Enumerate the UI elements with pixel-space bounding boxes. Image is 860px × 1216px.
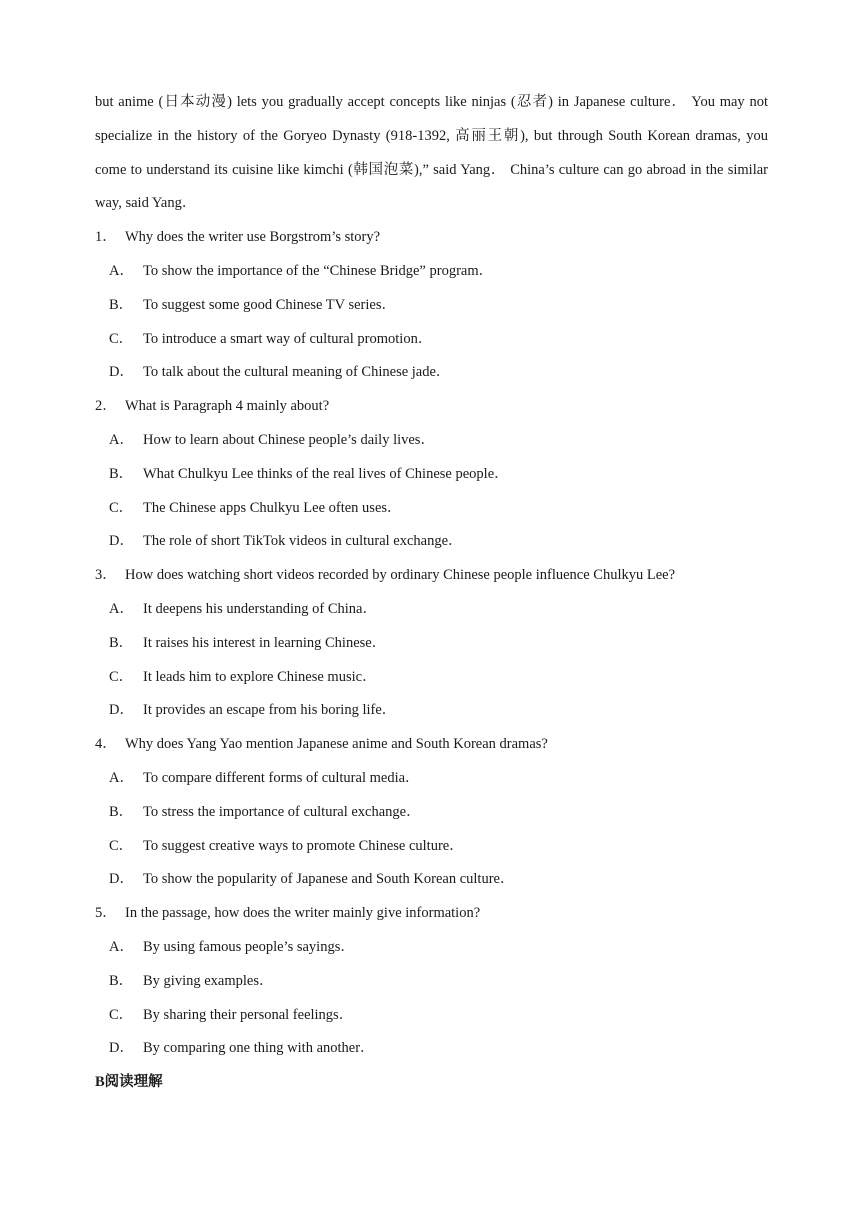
option-text: To compare different forms of cultural media． — [143, 769, 420, 786]
option-text: To introduce a smart way of cultural promotion． — [143, 330, 433, 347]
question-4 — [95, 728, 768, 762]
question-text: What is Paragraph 4 mainly about? — [125, 398, 330, 415]
option-letter: B． — [109, 465, 134, 482]
option-text: It raises his interest in learning Chinese． — [143, 634, 387, 651]
option-3b — [95, 627, 768, 661]
option-letter: D． — [109, 702, 134, 719]
option-letter: B． — [109, 634, 134, 651]
question-text: How does watching short videos recorded by ordinary Chinese people influence Chulkyu Lee? — [125, 567, 676, 584]
option-letter: A． — [109, 600, 134, 617]
option-5c — [95, 999, 768, 1033]
question-5 — [95, 897, 768, 931]
option-letter: C． — [109, 668, 134, 685]
document-page — [95, 86, 768, 1100]
option-text: The Chinese apps Chulkyu Lee often uses． — [143, 499, 402, 516]
option-1d — [95, 356, 768, 390]
option-2d — [95, 525, 768, 559]
section-heading: B阅读理解 — [95, 1074, 163, 1091]
question-text: In the passage, how does the writer mainly give information? — [125, 905, 481, 922]
option-2b — [95, 458, 768, 492]
option-text: It leads him to explore Chinese music． — [143, 668, 377, 685]
option-text: By using famous people’s sayings． — [143, 938, 355, 955]
question-number: 5． — [95, 905, 117, 922]
option-letter: B． — [109, 972, 134, 989]
question-3 — [95, 559, 768, 593]
question-number: 4． — [95, 736, 117, 753]
option-5d — [95, 1032, 768, 1066]
option-5a — [95, 931, 768, 965]
option-letter: B． — [109, 296, 134, 313]
question-text: Why does the writer use Borgstrom’s story? — [125, 229, 381, 246]
option-letter: C． — [109, 1006, 134, 1023]
option-letter: A． — [109, 262, 134, 279]
option-2c — [95, 492, 768, 526]
question-number: 3． — [95, 567, 117, 584]
option-text: By sharing their personal feelings． — [143, 1006, 354, 1023]
option-text: To talk about the cultural meaning of Chinese jade． — [143, 364, 451, 381]
option-text: The role of short TikTok videos in cultural exchange． — [143, 533, 463, 550]
option-letter: B． — [109, 803, 134, 820]
option-text: To stress the importance of cultural exchange． — [143, 803, 421, 820]
option-text: By giving examples． — [143, 972, 274, 989]
option-3a — [95, 593, 768, 627]
option-letter: A． — [109, 431, 134, 448]
option-letter: D． — [109, 533, 134, 550]
passage-paragraph: but anime (日本动漫) lets you gradually accept concepts like ninjas (忍者) in Japanese culture． You may not specialize in the history of the Goryeo Dynasty (918-1392, 高丽王朝), but through South Korean dramas, you come to understand its cuisine like kimchi (韩国泡菜),” said Yang． China’s culture can go abroad in the similar way, said Yang． — [95, 94, 768, 212]
option-text: It provides an escape from his boring life． — [143, 702, 397, 719]
option-text: By comparing one thing with another． — [143, 1040, 375, 1057]
option-text: How to learn about Chinese people’s daily lives． — [143, 431, 435, 448]
option-4c — [95, 830, 768, 864]
option-2a — [95, 424, 768, 458]
option-3c — [95, 661, 768, 695]
option-text: To show the popularity of Japanese and South Korean culture． — [143, 871, 515, 888]
option-4d — [95, 863, 768, 897]
option-text: To suggest creative ways to promote Chinese culture． — [143, 837, 464, 854]
question-number: 2． — [95, 398, 117, 415]
option-letter: D． — [109, 364, 134, 381]
option-text: To show the importance of the “Chinese Bridge” program． — [143, 262, 494, 279]
option-text: What Chulkyu Lee thinks of the real lives of Chinese people． — [143, 465, 509, 482]
question-text: Why does Yang Yao mention Japanese anime and South Korean dramas? — [125, 736, 548, 753]
question-2 — [95, 390, 768, 424]
option-3d — [95, 694, 768, 728]
option-1c — [95, 323, 768, 357]
option-4b — [95, 796, 768, 830]
option-4a — [95, 762, 768, 796]
option-letter: D． — [109, 871, 134, 888]
option-letter: A． — [109, 938, 134, 955]
option-1a — [95, 255, 768, 289]
question-1 — [95, 221, 768, 255]
option-text: It deepens his understanding of China． — [143, 600, 377, 617]
option-1b — [95, 289, 768, 323]
option-letter: C． — [109, 837, 134, 854]
option-letter: C． — [109, 499, 134, 516]
option-letter: C． — [109, 330, 134, 347]
option-letter: A． — [109, 769, 134, 786]
option-5b — [95, 965, 768, 999]
question-number: 1． — [95, 229, 117, 246]
option-text: To suggest some good Chinese TV series． — [143, 296, 396, 313]
option-letter: D． — [109, 1040, 134, 1057]
